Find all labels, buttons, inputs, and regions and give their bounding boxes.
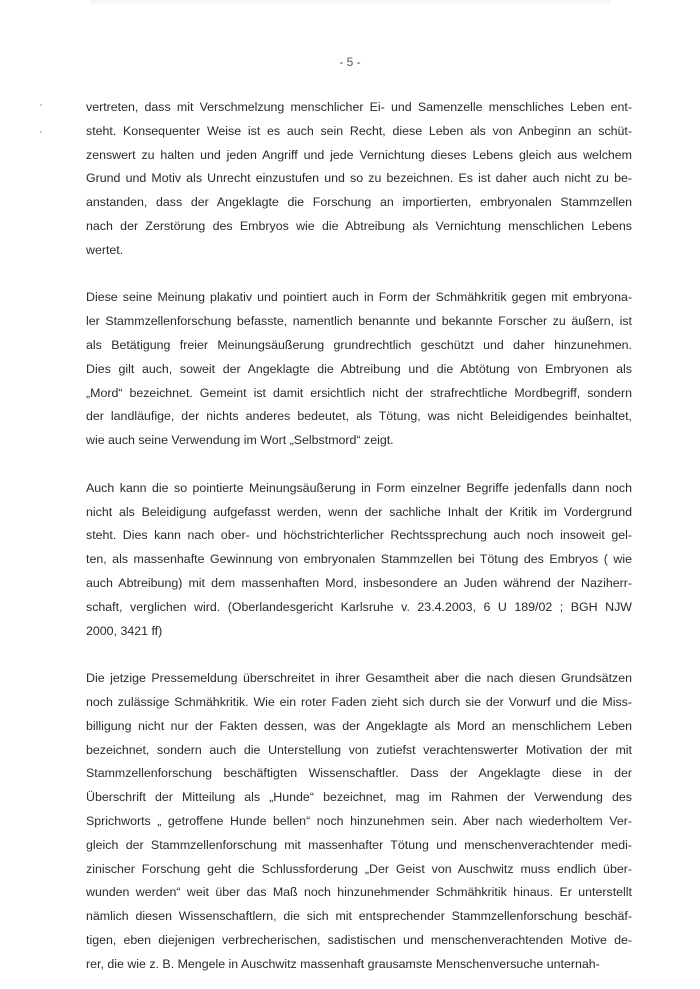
text-line: als Betätigung freier Meinungsäußerung grundrechtlich geschützt und daher hinzunehmen.: [86, 337, 632, 352]
text-line: ten, als massenhafte Gewinnung von embryonalen Stammzellen bei Tötung des Embryos ( wie: [86, 552, 632, 567]
text-line: Sprichworts „ getroffene Hunde bellen“ noch hinzunehmen sein. Aber nach wiederholtem Ver-: [86, 813, 632, 828]
text-line: Die jetzige Pressemeldung überschreitet in ihrer Gesamtheit aber die nach diesen Grundsätzen: [86, 671, 632, 686]
paragraph: [86, 667, 632, 976]
text-line: Auch kann die so pointierte Meinungsäußerung in Form einzelner Begriffe jedenfalls dann noch: [86, 480, 632, 495]
text-line: Dies gilt auch, soweit der Angeklagte die Abtreibung und die Abtötung von Embryonen als: [86, 361, 632, 376]
text-line: „Mord“ bezeichnet. Gemeint ist damit ersichtlich nicht der strafrechtliche Mordbegriff, sondern: [86, 385, 632, 400]
paragraph: [86, 477, 632, 644]
text-line: Stammzellenforschung beschäftigten Wissenschaftler. Dass der Angeklagte diese in der: [86, 766, 632, 781]
text-line: anstanden, dass der Angeklagte die Forschung an importierten, embryonalen Stammzellen: [86, 195, 632, 210]
paragraph-gap: [86, 263, 632, 287]
text-line: auch Abtreibung) mit dem massenhaften Mord, insbesondere an Juden während der Naziherr-: [86, 575, 632, 590]
text-line: billigung nicht nur der Fakten dessen, was der Angeklagte als Mord an menschlichem Leben: [86, 718, 632, 733]
text-line: steht. Dies kann nach ober- und höchstrichterlicher Rechtssprechung auch noch insoweit gel-: [86, 528, 632, 543]
text-line: zenswert zu halten und jeden Angriff und jede Vernichtung dieses Lebens gleich aus welchem: [86, 147, 632, 162]
text-line: der landläufige, der nichts anderes bedeutet, als Tötung, was nicht Beleidigendes beinhaltet,: [86, 409, 632, 424]
text-line: nämlich diesen Wissenschaftlern, die sich mit entsprechender Stammzellenforschung beschäf-: [86, 909, 632, 924]
page-number: - 5 -: [339, 55, 361, 69]
text-line: bezeichnet, sondern auch die Unterstellung von zutiefst verachtenswerter Motivation der mit: [86, 742, 632, 757]
text-line: Diese seine Meinung plakativ und pointiert auch in Form der Schmähkritik gegen mit embryona-: [86, 290, 632, 305]
text-line: steht. Konsequenter Weise ist es auch sein Recht, diese Leben als von Anbeginn an schüt-: [86, 123, 632, 138]
text-line: nicht als Beleidigung aufgefasst werden, wenn der sachliche Inhalt der Kritik im Vordergrund: [86, 504, 632, 519]
paragraph: [86, 96, 632, 263]
text-line: tigen, eben diejenigen verbrecherischen, sadistischen und menschenverachtenden Motive de-: [86, 932, 632, 947]
paragraph: [86, 286, 632, 453]
scan-speck: [40, 104, 42, 106]
text-line: gleich der Stammzellenforschung mit massenhafter Tötung und menschenverachtender medi-: [86, 837, 632, 852]
text-line: rer, die wie z. B. Mengele in Auschwitz massenhaft grausamste Menschenversuche unternah-: [86, 956, 600, 971]
text-line: Überschrift der Mitteilung als „Hunde“ bezeichnet, mag im Rahmen der Verwendung des: [86, 790, 632, 805]
text-line: vertreten, dass mit Verschmelzung menschlicher Ei- und Samenzelle menschliches Leben ent-: [86, 100, 632, 114]
text-line: Grund und Motiv als Unrecht einzustufen und so zu bezeichnen. Es ist daher auch nicht zu be-: [86, 171, 632, 186]
paragraph-gap: [86, 643, 632, 667]
text-line: 2000, 3421 ff): [86, 623, 163, 638]
text-line: wie auch seine Verwendung im Wort „Selbstmord“ zeigt.: [86, 433, 394, 448]
text-line: zinischer Forschung geht die Schlussforderung „Der Geist von Auschwitz muss endlich über-: [86, 861, 632, 876]
scan-edge-shadow: [90, 0, 610, 6]
scan-speck: [40, 131, 42, 133]
body-text: [86, 96, 632, 976]
text-line: schaft, verglichen wird. (Oberlandesgericht Karlsruhe v. 23.4.2003, 6 U 189/02 ; BGH NJW: [86, 599, 632, 614]
text-line: nach der Zerstörung des Embryos wie die Abtreibung als Vernichtung menschlichen Lebens: [86, 218, 632, 233]
text-line: wertet.: [86, 242, 124, 257]
text-line: ler Stammzellenforschung befasste, namentlich benannte und bekannte Forscher zu äußern, ist: [86, 314, 632, 329]
text-line: wunden werden“ weit über das Maß noch hinzunehmender Schmähkritik hinaus. Er unterstellt: [86, 885, 632, 900]
text-line: noch zulässige Schmähkritik. Wie ein roter Faden zieht sich durch sie der Vorwurf und die Miss-: [86, 694, 632, 709]
paragraph-gap: [86, 453, 632, 477]
